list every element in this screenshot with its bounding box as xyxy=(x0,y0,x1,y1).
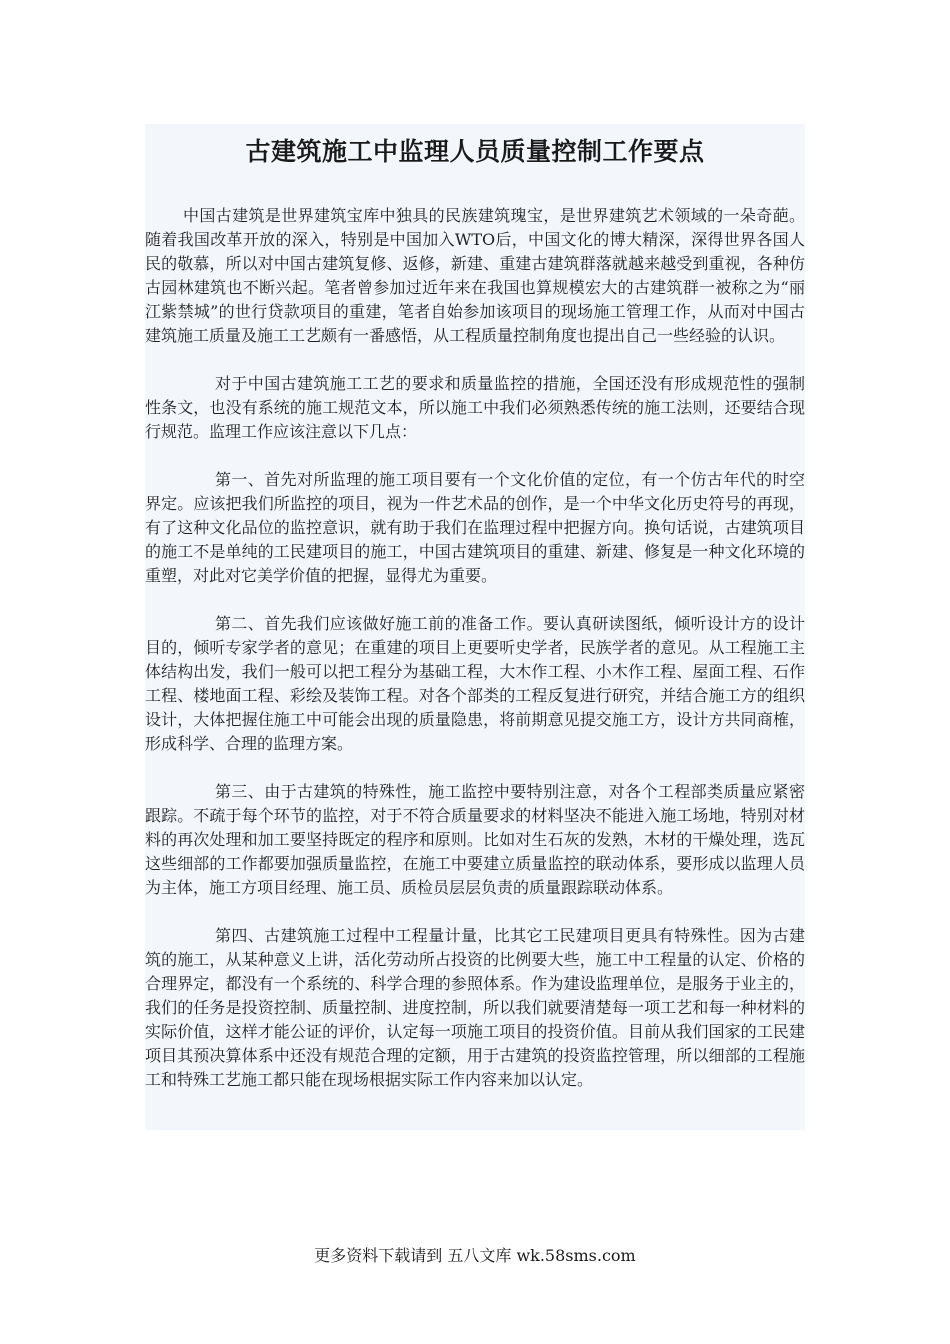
paragraph-point-4: 第四、古建筑施工过程中工程量计量，比其它工民建项目更具有特殊性。因为古建筑的施工，从某种意义上讲，活化劳动所占投资的比例要大些，施工中工程量的认定、价格的合理界定，都没有一个系统的、科学合理的参照体系。作为建设监理单位，是服务于业主的，我们的任务是投资控制、质量控制、进度控制，所以我们就要清楚每一项工艺和每一种材料的实际价值，这样才能公证的评价，认定每一项施工项目的投资价值。目前从我们国家的工民建项目其预决算体系中还没有规范合理的定额，用于古建筑的投资监控管理，所以细部的工程施工和特殊工艺施工都只能在现场根据实际工作内容来加以认定。 xyxy=(145,926,805,1089)
page-title: 古建筑施工中监理人员质量控制工作要点 xyxy=(245,137,705,166)
footer-download-link[interactable]: 更多资料下载请到 五八文库 wk.58sms.com xyxy=(314,1246,636,1265)
paragraph-point-3: 第三、由于古建筑的特殊性，施工监控中要特别注意，对各个工程部类质量应紧密跟踪。不疏于每个环节的监控，对于不符合质量要求的材料坚决不能进入施工场地，特别对材料的再次处理和加工要坚持既定的程序和原则。比如对生石灰的发熟，木材的干燥处理，选瓦这些细部的工作都要加强质量监控，在施工中要建立质量监控的联动体系，要形成以监理人员为主体，施工方项目经理、施工员、质检员层层负责的质量跟踪联动体系。 xyxy=(145,782,805,897)
article-body xyxy=(145,124,805,1130)
paragraph-requirements: 对于中国古建筑施工工艺的要求和质量监控的措施，全国还没有形成规范性的强制性条文，也没有系统的施工规范文本，所以施工中我们必须熟悉传统的施工法则，还要结合现行规范。监理工作应该注意以下几点： xyxy=(145,374,805,441)
paragraph-point-1: 第一、首先对所监理的施工项目要有一个文化价值的定位，有一个仿古年代的时空界定。应该把我们所监控的项目，视为一件艺术品的创作，是一个中华文化历史符号的再现，有了这种文化品位的监控意识，就有助于我们在监理过程中把握方向。换句话说，古建筑项目的施工不是单纯的工民建项目的施工，中国古建筑项目的重建、新建、修复是一种文化环境的重塑，对此对它美学价值的把握，显得尤为重要。 xyxy=(145,470,805,585)
paragraph-point-2: 第二、首先我们应该做好施工前的准备工作。要认真研读图纸，倾听设计方的设计目的，倾听专家学者的意见；在重建的项目上更要听史学者，民族学者的意见。从工程施工主体结构出发，我们一般可以把工程分为基础工程，大木作工程、小木作工程、屋面工程、石作工程、楼地面工程、彩绘及装饰工程。对各个部类的工程反复进行研究，并结合施工方的组织设计，大体把握住施工中可能会出现的质量隐患，将前期意见提交施工方，设计方共同商榷，形成科学、合理的监理方案。 xyxy=(145,614,805,753)
paragraph-intro: 中国古建筑是世界建筑宝库中独具的民族建筑瑰宝，是世界建筑艺术领域的一朵奇葩。随着我国改革开放的深入，特别是中国加入WTO后，中国文化的博大精深，深得世界各国人民的敬慕，所以对中国古建筑复修、返修，新建、重建古建筑群落就越来越受到重视，各种仿古园林建筑也不断兴起。笔者曾参加过近年来在我国也算规模宏大的古建筑群一被称之为“丽江紫禁城”的世行贷款项目的重建，笔者自始参加该项目的现场施工管理工作，从而对中国古建筑施工质量及施工工艺颇有一番感悟，从工程质量控制角度也提出自己一些经验的认识。 xyxy=(145,206,805,345)
article-text xyxy=(145,204,805,1092)
